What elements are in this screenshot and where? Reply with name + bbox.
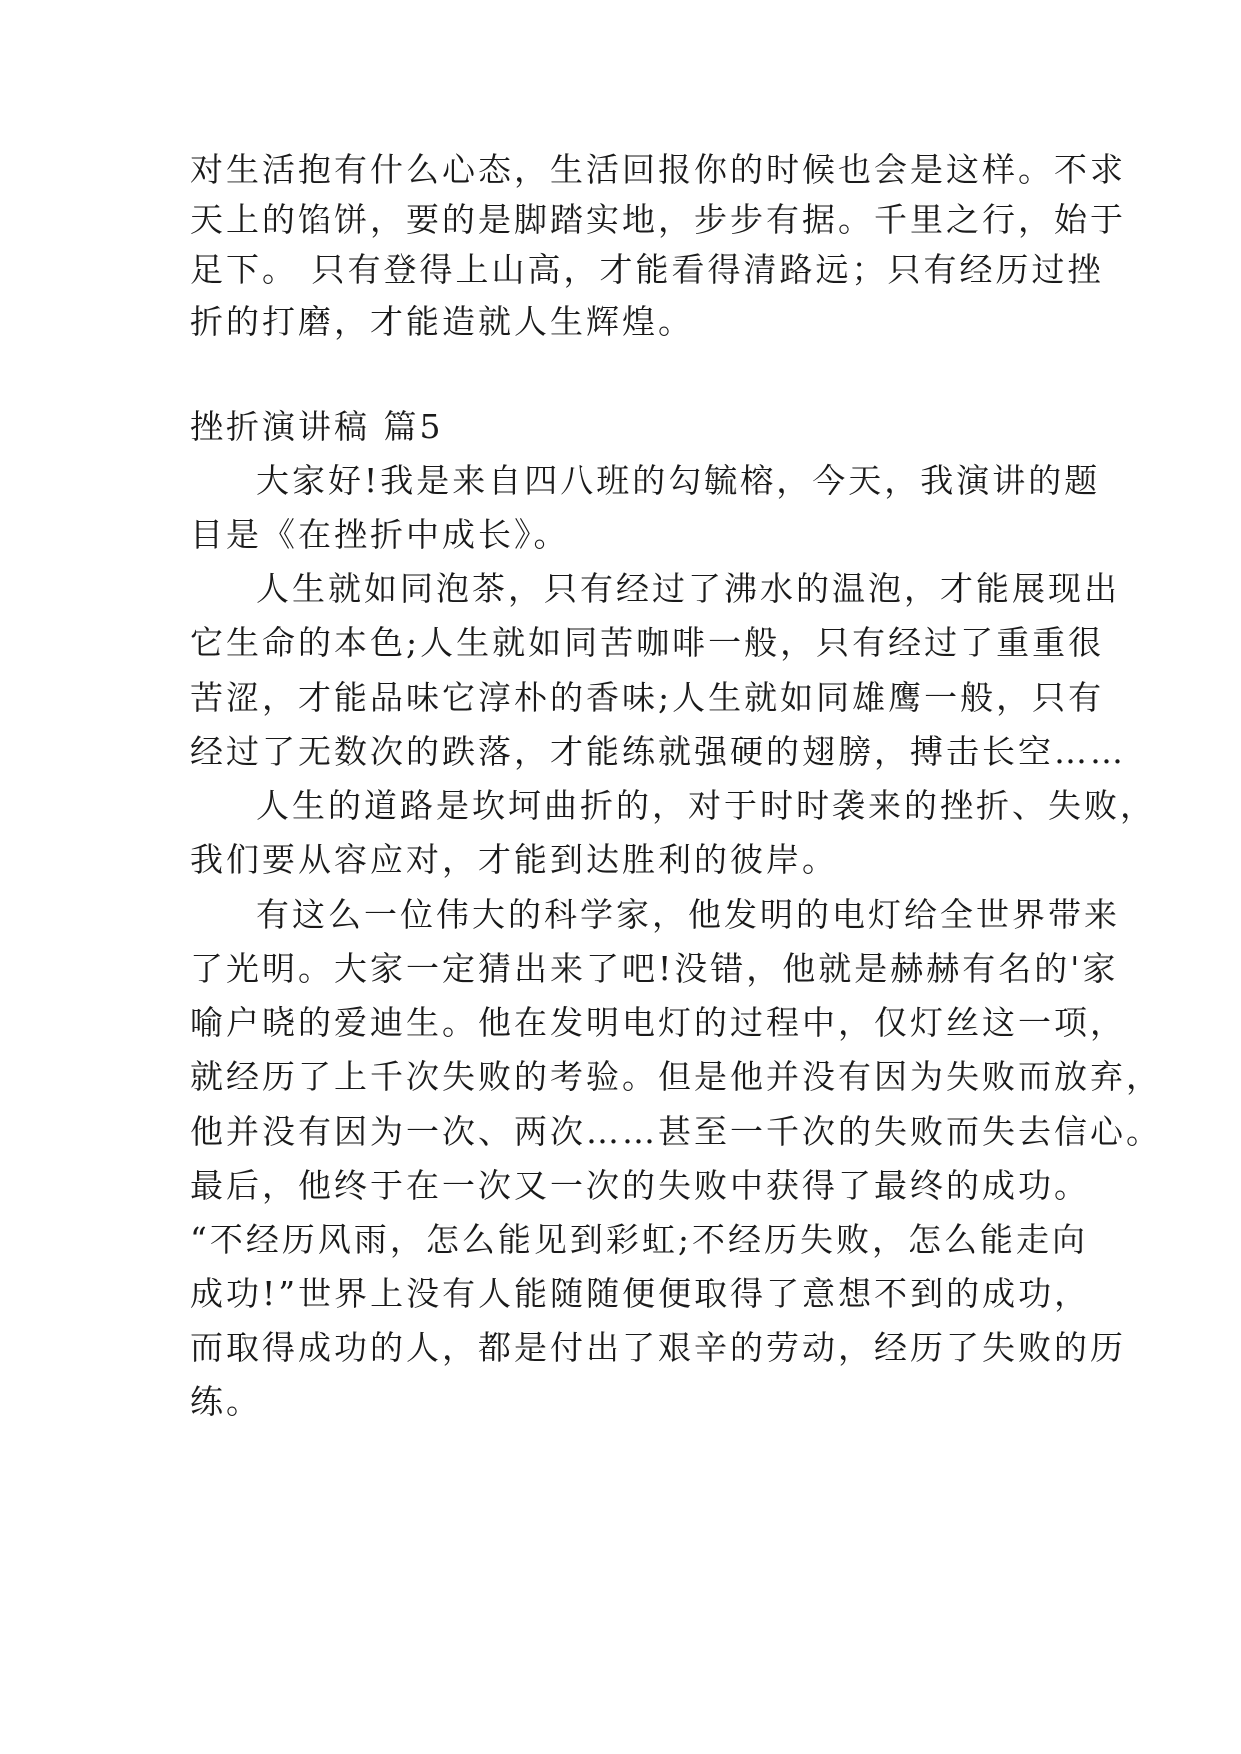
paragraph-line: 就经历了上千次失败的考验。但是他并没有因为失败而放弃， bbox=[190, 1057, 1162, 1096]
section-heading: 挫折演讲稿 篇5 bbox=[190, 407, 444, 446]
paragraph-line: 最后，他终于在一次又一次的失败中获得了最终的成功。 bbox=[190, 1166, 1090, 1205]
paragraph-line: 有这么一位伟大的科学家，他发明的电灯给全世界带来 bbox=[256, 895, 1120, 934]
paragraph-line: 足下。 只有登得上山高，才能看得清路远；只有经历过挫 bbox=[190, 250, 1104, 289]
paragraph-line: “不经历风雨，怎么能见到彩虹;不经历失败，怎么能走向 bbox=[190, 1220, 1088, 1259]
paragraph-line: 人生的道路是坎坷曲折的，对于时时袭来的挫折、失败， bbox=[256, 786, 1156, 825]
paragraph-line: 喻户晓的爱迪生。他在发明电灯的过程中，仅灯丝这一项， bbox=[190, 1003, 1126, 1042]
paragraph-line: 我们要从容应对，才能到达胜利的彼岸。 bbox=[190, 840, 838, 879]
paragraph-line: 大家好!我是来自四八班的勾毓榕，今天，我演讲的题 bbox=[256, 461, 1101, 500]
paragraph-line: 而取得成功的人，都是付出了艰辛的劳动，经历了失败的历 bbox=[190, 1328, 1126, 1367]
paragraph-line: 对生活抱有什么心态，生活回报你的时候也会是这样。不求 bbox=[190, 150, 1126, 189]
paragraph-line: 苦涩，才能品味它淳朴的香味;人生就如同雄鹰一般，只有 bbox=[190, 678, 1105, 717]
paragraph-line: 它生命的本色;人生就如同苦咖啡一般，只有经过了重重很 bbox=[190, 623, 1105, 662]
paragraph-line: 经过了无数次的跌落，才能练就强硬的翅膀，搏击长空…… bbox=[190, 732, 1126, 771]
paragraph-line: 人生就如同泡茶，只有经过了沸水的温泡，才能展现出 bbox=[256, 569, 1120, 608]
paragraph-line: 成功!”世界上没有人能随随便便取得了意想不到的成功， bbox=[190, 1274, 1091, 1313]
paragraph-line: 了光明。大家一定猜出来了吧!没错，他就是赫赫有名的'家 bbox=[190, 949, 1119, 988]
paragraph-line: 折的打磨，才能造就人生辉煌。 bbox=[190, 302, 694, 341]
paragraph-line: 练。 bbox=[190, 1382, 262, 1421]
paragraph-line: 他并没有因为一次、两次……甚至一千次的失败而失去信心。 bbox=[190, 1112, 1162, 1151]
paragraph-line: 目是《在挫折中成长》。 bbox=[190, 515, 570, 554]
paragraph-line: 天上的馅饼，要的是脚踏实地，步步有据。千里之行，始于 bbox=[190, 200, 1126, 239]
